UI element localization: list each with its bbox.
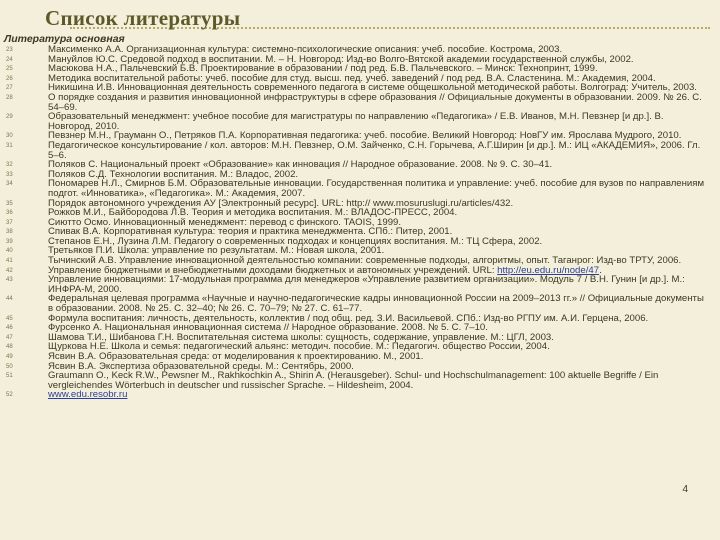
reference-text xyxy=(48,179,708,198)
reference-number: 24 xyxy=(6,56,13,63)
reference-text xyxy=(48,275,708,294)
reference-body: Мануйлов Ю.С. Средовой подход в воспитании. М. – Н. Новгород: Изд-во Волго-Вятской академии государственной службы, 2002. xyxy=(48,53,634,65)
reference-body: Управление бюджетными и внебюджетными доходами бюджетных и автономных учреждений. URL: xyxy=(48,264,498,276)
reference-text xyxy=(48,112,708,131)
reference-number: 47 xyxy=(6,334,13,341)
reference-number: 46 xyxy=(6,325,13,332)
reference-number: 42 xyxy=(6,267,13,274)
reference-body: Третьяков П.И. Школа: управление по результатам. М.: Новая школа, 2001. xyxy=(48,245,385,257)
reference-body: Степанов Е.Н., Лузина Л.М. Педагогу о современных подходах и концепциях воспитания. М.: ТЦ Сфера, 2002. xyxy=(48,235,543,247)
reference-body: Методика воспитательной работы: учеб. пособие для студ. высш. пед. учеб. заведений / под ред. В.А. Сластенина. М.: Академия, 2004. xyxy=(48,72,656,84)
reference-number: 45 xyxy=(6,315,13,322)
reference-body: Образовательный менеджмент: учебное пособие для магистратуры по направлению «Педагогика» / Е.В. Иванов, М.Н. Певзнер [и др.]. В. Новгород, 2010. xyxy=(48,111,664,132)
reference-number: 44 xyxy=(6,296,13,303)
reference-item xyxy=(0,141,720,160)
reference-body: Педагогическое консультирование / кол. авторов: М.Н. Певзнер, О.М. Зайченко, С.Н. Горычева, А.Г.Ширин [и др.]. М.: ИЦ «АКАДЕМИЯ», 2006. Гл. 5–6. xyxy=(48,139,701,161)
reference-text xyxy=(48,294,708,313)
reference-item xyxy=(0,294,720,313)
reference-body: Ясвин В.А. Экспертиза образовательной среды. М.: Сентябрь, 2000. xyxy=(48,360,354,372)
reference-tail: . xyxy=(599,264,602,276)
reference-number: 52 xyxy=(6,392,13,399)
reference-body: Певзнер М.Н., Грауманн О., Петряков П.А. Корпоративная педагогика: учеб. пособие. Великий Новгород: НовГУ им. Ярослава Мудрого, 2010. xyxy=(48,130,682,142)
reference-number: 31 xyxy=(6,142,13,149)
reference-number: 27 xyxy=(6,85,13,92)
reference-number: 49 xyxy=(6,354,13,360)
reference-number: 43 xyxy=(6,277,13,284)
reference-body: Пономарев Н.Л., Смирнов Б.М. Образовательные инновации. Государственная политика и управление: учеб. пособие для вузов по направлениям подгот. «Инноватика», «Педагогика». М.: Академия, 2007. xyxy=(48,178,705,199)
reference-link[interactable]: www.edu.resobr.ru xyxy=(48,389,128,401)
reference-body: Рожков М.И., Байбородова Л.В. Теория и методика воспитания. М.: ВЛАДОС-ПРЕСС, 2004. xyxy=(48,207,458,219)
reference-body: Поляков С.Д. Технологии воспитания. М.: Владос, 2002. xyxy=(48,168,299,180)
reference-number: 33 xyxy=(6,171,13,178)
reference-body: Формула воспитания: личность, деятельность, коллектив / под общ. ред. З.И. Васильевой. СПб.: Изд-во РГПУ им. А.И. Герцена, 2006. xyxy=(48,312,649,324)
reference-number: 29 xyxy=(6,114,13,121)
reference-item xyxy=(0,93,720,112)
reference-number: 36 xyxy=(6,210,13,217)
reference-body: Порядок автономного учреждения АУ [Электронный ресурс]. URL: http:// www.mosuruslugi.ru/articles/432. xyxy=(48,197,514,209)
page-number: 4 xyxy=(682,484,688,495)
reference-number: 38 xyxy=(6,229,13,236)
section-subtitle: Литература основная xyxy=(4,33,125,45)
reference-number: 37 xyxy=(6,219,13,226)
reference-text xyxy=(48,371,708,390)
reference-number: 32 xyxy=(6,162,13,169)
page-title: Список литературы xyxy=(45,6,241,30)
reference-number: 39 xyxy=(6,238,13,245)
reference-number: 48 xyxy=(6,344,13,351)
reference-body: Федеральная целевая программа «Научные и научно-педагогические кадры инновационной России на 2009–2013 гг.» // Официальные документы в образовании. 2008. № 25. С. 32–40; № 26. С. 70–79; № 27. С. 61–77. xyxy=(48,293,704,315)
reference-item xyxy=(0,390,720,400)
reference-body: Поляков С. Национальный проект «Образование» как инновация // Народное образование. 2008. № 9. С. 30–41. xyxy=(48,159,553,171)
reference-number: 50 xyxy=(6,363,13,370)
reference-number: 25 xyxy=(6,66,13,73)
reference-number: 23 xyxy=(6,47,13,53)
reference-item xyxy=(0,179,720,198)
reference-body: Фурсенко А. Национальная инновационная система // Народное образование. 2008. № 5. С. 7–10. xyxy=(48,322,488,334)
reference-text xyxy=(48,390,708,400)
reference-body: Управление инновациями: 17-модульная программа для менеджеров «Управление развитием организации». Модуль 7 / В.Н. Гунин [и др.]. М.: ИНФРА-М, 2000. xyxy=(48,274,685,295)
reference-body: Ясвин В.А. Образовательная среда: от моделирования к проектированию. М., 2001. xyxy=(48,351,424,362)
reference-number: 26 xyxy=(6,75,13,82)
reference-number: 34 xyxy=(6,181,13,188)
reference-body: Тычинский А.В. Управление инновационной деятельностью компании: современные подходы, алгоритмы, опыт. Таганрог: Изд-во ТРТУ, 2006. xyxy=(48,255,682,267)
reference-body: Максименко А.А. Организационная культура: системно-психологические описания: учеб. пособие. Кострома, 2003. xyxy=(48,44,563,55)
reference-text xyxy=(48,93,708,112)
reference-body: Никишина И.В. Инновационная деятельность современного педагога в системе общешкольной методической работы. Волгоград: Учитель, 2003. xyxy=(48,82,697,94)
reference-body: О порядке создания и развития инновационной инфраструктуры в сфере образования // Официальные документы в образовании. 2009. № 26. С. 54–69. xyxy=(48,91,702,113)
reference-number: 28 xyxy=(6,94,13,101)
reference-link[interactable]: http://eu.edu.ru/node/47 xyxy=(497,264,600,276)
reference-text xyxy=(48,141,708,160)
reference-item xyxy=(0,275,720,294)
reference-number: 30 xyxy=(6,133,13,140)
reference-item xyxy=(0,112,720,131)
reference-number: 41 xyxy=(6,258,13,265)
reference-body: Масюкова Н.А., Пальчевский Б.В. Проектирование в образовании / под ред. Б.В. Пальчевского. – Минск: Технопринт, 1999. xyxy=(48,63,598,75)
reference-body: Сиютто Осмо. Инновационный менеджмент: перевод с финского. TAOIS, 1999. xyxy=(48,216,402,228)
reference-number: 40 xyxy=(6,248,13,255)
reference-item xyxy=(0,371,720,390)
reference-body: Graumann O., Keck R.W., Pewsner M., Rakhkochkin A., Shirin A. (Herausgeber). Schul- und Hochschulmanagement: 100 aktuelle Begriffe / Ein vergleichendes Wörterbuch in deutscher und russischer Sprache. – Hildesheim, 2004. xyxy=(48,370,659,391)
reference-number: 51 xyxy=(6,373,13,380)
reference-list xyxy=(0,45,720,400)
reference-number: 35 xyxy=(6,200,13,207)
reference-body: Спивак В.А. Корпоративная культура: теория и практика менеджмента. СПб.: Питер, 2001. xyxy=(48,226,453,238)
reference-body: Щуркова Н.Е. Школа и семья: педагогический альянс: методич. пособие. М.: Педагогич. общество России, 2004. xyxy=(48,341,550,353)
reference-body: Шамова Т.И., Шибанова Г.Н. Воспитательная система школы: сущность, содержание, управление. М.: ЦГЛ, 2003. xyxy=(48,331,554,343)
